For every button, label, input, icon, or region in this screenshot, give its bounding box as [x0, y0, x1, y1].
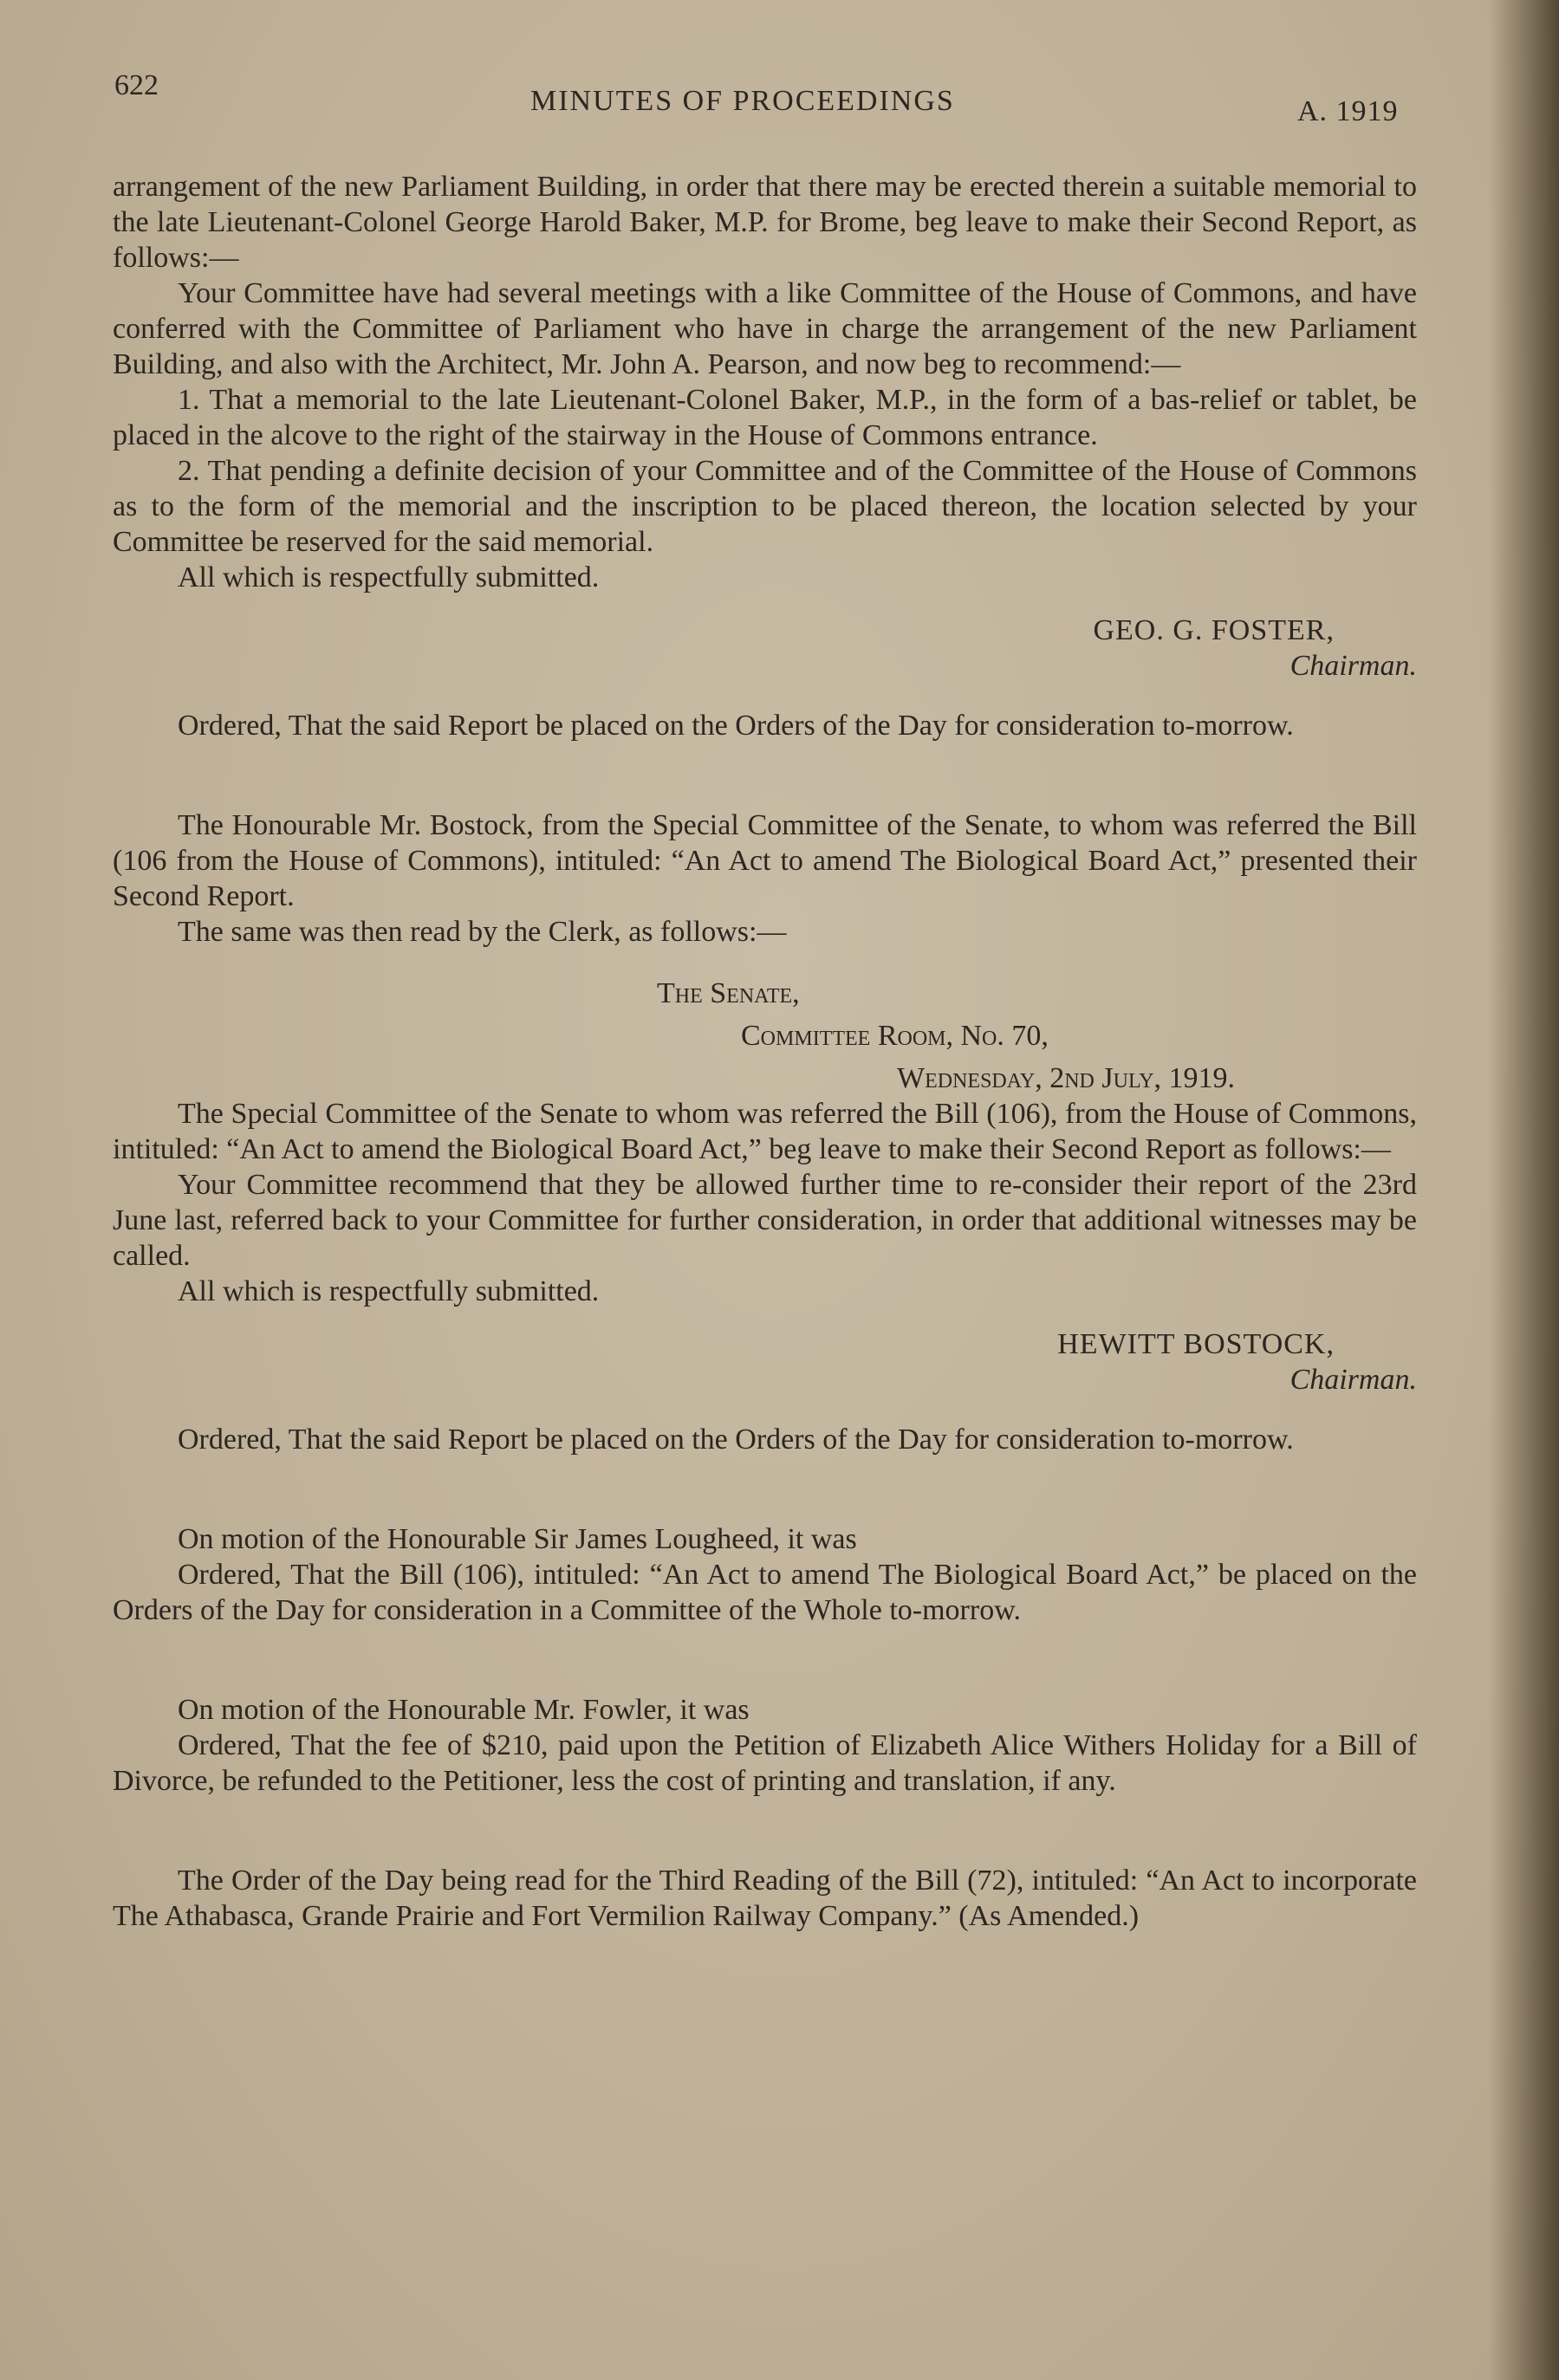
- report2-para1: The Special Committee of the Senate to whom was referred the Bill (106), from the House of Commons, intituled: “An Act to amend the Biological Board Act,” beg leave to make their Second Report as follows:—: [113, 1098, 1417, 1165]
- report2-submitted: All which is respectfully submitted.: [178, 1275, 600, 1307]
- address-line1: The Senate,: [657, 977, 800, 1009]
- third-reading: The Order of the Day being read for the Third Reading of the Bill (72), intituled: “An Act to incorporate The Athabasca, Grande Prairie and Fort Vermilion Railway Company.” (As Amended.): [113, 1864, 1417, 1932]
- header-year: A. 1919: [1297, 95, 1399, 127]
- motion1-order: Ordered, That the Bill (106), intituled: “An Act to amend The Biological Board Act,” be placed on the Orders of the Day for consideration in a Committee of the Whole to-morrow.: [113, 1559, 1417, 1626]
- bostock-intro: The Honourable Mr. Bostock, from the Special Committee of the Senate, to whom was referred the Bill (106 from the House of Commons), intituled: “An Act to amend The Biological Board Act,” presented their Second Report.: [113, 809, 1417, 912]
- page-header: [0, 68, 1559, 127]
- report1-item1: 1. That a memorial to the late Lieutenant-Colonel Baker, M.P., in the form of a bas-relief or tablet, be placed in the alcove to the right of the stairway in the House of Commons entrance.: [113, 384, 1417, 451]
- report1-role: Chairman.: [1289, 650, 1417, 682]
- address-line3: Wednesday, 2nd July, 1919.: [897, 1062, 1236, 1094]
- order1: Ordered, That the said Report be placed on the Orders of the Day for consideration to-morrow.: [178, 710, 1294, 742]
- report2-para2: Your Committee recommend that they be allowed further time to re-consider their report of the 23rd June last, referred back to your Committee for further consideration, in order that additional witnesses may be called.: [113, 1169, 1417, 1272]
- report2-role: Chairman.: [1289, 1364, 1417, 1396]
- motion1-intro: On motion of the Honourable Sir James Lougheed, it was: [178, 1523, 857, 1555]
- running-title: MINUTES OF PROCEEDINGS: [530, 85, 955, 117]
- page-number: 622: [114, 69, 159, 101]
- motion2-order: Ordered, That the fee of $210, paid upon the Petition of Elizabeth Alice Withers Holiday for a Bill of Divorce, be refunded to the Petitioner, less the cost of printing and translation, if any.: [113, 1729, 1417, 1797]
- address-line2: Committee Room, No. 70,: [741, 1020, 1049, 1052]
- read-by-clerk: The same was then read by the Clerk, as follows:—: [178, 916, 787, 948]
- motion2-intro: On motion of the Honourable Mr. Fowler, it was: [178, 1694, 750, 1726]
- page-body: [113, 169, 1417, 1934]
- report2-signatory: HEWITT BOSTOCK,: [1057, 1328, 1335, 1360]
- report1-meetings: Your Committee have had several meetings with a like Committee of the House of Commons, and have conferred with the Committee of Parliament who have in charge the arrangement of the new Parliament Building, and also with the Architect, Mr. John A. Pearson, and now beg to recommend:—: [113, 277, 1417, 380]
- report1-intro: arrangement of the new Parliament Building, in order that there may be erected therein a suitable memorial to the late Lieutenant-Colonel George Harold Baker, M.P. for Brome, beg leave to make their Second Report, as follows:—: [113, 171, 1417, 274]
- report1-submitted: All which is respectfully submitted.: [178, 561, 600, 593]
- report1-item2: 2. That pending a definite decision of your Committee and of the Committee of the House of Commons as to the form of the memorial and the inscription to be placed thereon, the location selected by your Committee be reserved for the said memorial.: [113, 455, 1417, 558]
- report1-signatory: GEO. G. FOSTER,: [1093, 614, 1335, 646]
- order2: Ordered, That the said Report be placed on the Orders of the Day for consideration to-morrow.: [178, 1423, 1294, 1456]
